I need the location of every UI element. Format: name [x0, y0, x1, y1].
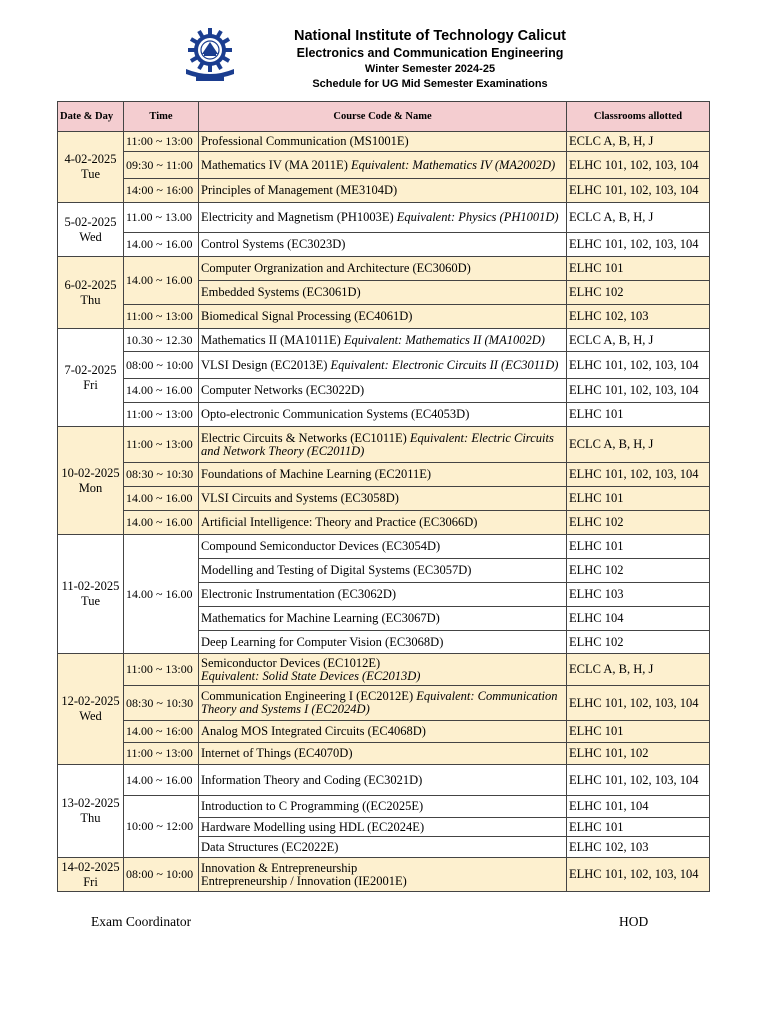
table-row — [58, 427, 710, 463]
time-cell: 11:00 ~ 13:00 — [124, 743, 199, 765]
course-cell — [199, 631, 567, 654]
time-cell: 10:00 ~ 12:00 — [124, 796, 199, 858]
table-row — [58, 257, 710, 281]
table-row — [58, 535, 710, 559]
course-name: Computer Networks (EC3022D) — [201, 383, 365, 397]
institute-name: National Institute of Technology Calicut — [293, 28, 567, 44]
course-cell — [199, 559, 567, 583]
table-row — [58, 379, 710, 403]
course-name: Data Structures (EC2022E) — [201, 839, 339, 854]
course-cell — [199, 583, 567, 607]
time-cell: 11:00 ~ 13:00 — [124, 132, 199, 152]
table-row — [58, 686, 710, 721]
rooms-cell: ELHC 101, 102, 103, 104 — [567, 352, 710, 379]
course-equivalent: Equivalent: Communication Theory and Systems I (EC2024D) — [201, 689, 558, 716]
course-equivalent: Equivalent: Mathematics IV (MA2002D) — [350, 157, 556, 172]
table-row — [58, 487, 710, 511]
time-cell: 08:30 ~ 10:30 — [124, 686, 199, 721]
table-row — [58, 654, 710, 686]
course-cell — [199, 837, 567, 858]
course-name: Electric Circuits & Networks (EC1011E) — [201, 430, 407, 445]
table-row — [58, 858, 710, 892]
course-name: VLSI Circuits and Systems (EC3058D) — [201, 491, 399, 505]
time-cell: 14.00 ~ 16.00 — [124, 233, 199, 257]
course-cell — [199, 427, 567, 463]
course-cell — [199, 352, 567, 379]
date-cell — [58, 257, 124, 329]
exam-schedule-table — [57, 101, 710, 892]
exam-coordinator-signature: Exam Coordinator — [91, 914, 192, 929]
course-cell — [199, 281, 567, 305]
table-header-row — [58, 102, 710, 132]
course-name: Introduction to C Programming ((EC2025E) — [201, 799, 424, 813]
rooms-cell: ELHC 102 — [567, 281, 710, 305]
date-value: 5-02-2025 — [64, 214, 117, 229]
date-cell — [58, 427, 124, 535]
rooms-cell: ELHC 101 — [567, 535, 710, 559]
time-cell: 11:00 ~ 13:00 — [124, 654, 199, 686]
rooms-cell: ELHC 102, 103 — [567, 305, 710, 329]
course-name-line2: Entrepreneurship / Innovation (IE2001E) — [201, 873, 407, 888]
course-cell — [199, 233, 567, 257]
date-value: 12-02-2025 — [61, 694, 120, 708]
time-cell: 11:00 ~ 13:00 — [124, 403, 199, 427]
course-cell — [199, 463, 567, 487]
date-cell — [58, 654, 124, 765]
course-name: Innovation & Entrepreneurship — [201, 860, 358, 875]
table-row — [58, 403, 710, 427]
course-name: Hardware Modelling using HDL (EC2024E) — [201, 819, 425, 834]
date-cell — [58, 765, 124, 858]
rooms-cell: ELHC 101, 102, 103, 104 — [567, 463, 710, 487]
course-cell — [199, 511, 567, 535]
course-name: Mathematics for Machine Learning (EC3067D) — [201, 611, 440, 625]
course-cell — [199, 329, 567, 352]
rooms-cell: ELHC 101 — [567, 403, 710, 427]
rooms-cell: ECLC A, B, H, J — [567, 427, 710, 463]
table-row — [58, 511, 710, 535]
course-name: VLSI Design (EC2013E) — [201, 357, 328, 372]
table-row — [58, 463, 710, 487]
course-cell — [199, 257, 567, 281]
course-name: Opto-electronic Communication Systems (EC4053D) — [201, 407, 470, 421]
course-equivalent: Equivalent: Electric Circuits and Network Theory (EC2011D) — [201, 430, 554, 458]
rooms-cell: ELHC 101, 104 — [567, 796, 710, 818]
rooms-cell: ELHC 102 — [567, 559, 710, 583]
date-cell — [58, 535, 124, 654]
nitc-crest-icon — [180, 25, 240, 85]
course-name: Electronic Instrumentation (EC3062D) — [201, 587, 397, 601]
time-cell: 14.00 ~ 16.00 — [124, 487, 199, 511]
date-cell — [58, 329, 124, 427]
course-cell — [199, 796, 567, 818]
column-header-time: Time — [124, 102, 199, 132]
course-name: Modelling and Testing of Digital Systems (EC3057D) — [201, 563, 472, 577]
course-equivalent: Equivalent: Solid State Devices (EC2013D) — [201, 668, 421, 683]
date-value: 4-02-2025 — [64, 152, 117, 166]
course-name: Artificial Intelligence: Theory and Practice (EC3066D) — [201, 515, 478, 529]
rooms-cell: ELHC 103 — [567, 583, 710, 607]
column-header-rooms: Classrooms allotted — [567, 102, 710, 132]
date-value: 10-02-2025 — [61, 465, 120, 480]
day-value: Tue — [81, 167, 100, 181]
day-value: Wed — [79, 709, 102, 723]
rooms-cell: ECLC A, B, H, J — [567, 132, 710, 152]
table-row — [58, 796, 710, 818]
course-cell — [199, 379, 567, 403]
time-cell: 11:00 ~ 13:00 — [124, 305, 199, 329]
course-equivalent: Equivalent: Mathematics II (MA1002D) — [343, 332, 545, 347]
table-row — [58, 352, 710, 379]
table-row — [58, 179, 710, 203]
rooms-cell: ELHC 101 — [567, 721, 710, 743]
table-row — [58, 765, 710, 796]
rooms-cell: ECLC A, B, H, J — [567, 203, 710, 233]
rooms-cell: ELHC 102 — [567, 631, 710, 654]
course-cell — [199, 132, 567, 152]
date-cell — [58, 203, 124, 257]
table-row — [58, 329, 710, 352]
date-value: 14-02-2025 — [61, 859, 120, 874]
time-cell: 11:00 ~ 13:00 — [124, 427, 199, 463]
time-cell: 14.00 ~ 16:00 — [124, 721, 199, 743]
time-cell: 14.00 ~ 16.00 — [124, 379, 199, 403]
course-cell — [199, 179, 567, 203]
course-name: Biomedical Signal Processing (EC4061D) — [201, 309, 413, 323]
course-name: Principles of Management (ME3104D) — [201, 183, 398, 197]
time-cell: 14.00 ~ 16.00 — [124, 511, 199, 535]
course-cell — [199, 765, 567, 796]
day-value: Tue — [81, 594, 100, 608]
course-name: Embedded Systems (EC3061D) — [201, 285, 361, 299]
day-value: Mon — [78, 480, 103, 495]
table-row — [58, 721, 710, 743]
course-cell — [199, 654, 567, 686]
day-value: Thu — [80, 292, 101, 307]
day-value: Wed — [79, 229, 102, 244]
course-name: Electricity and Magnetism (PH1003E) — [201, 210, 394, 224]
rooms-cell: ELHC 101, 102 — [567, 743, 710, 765]
course-cell — [199, 203, 567, 233]
course-name: Mathematics IV (MA 2011E) — [201, 157, 348, 172]
date-cell — [58, 858, 124, 892]
course-equivalent: Equivalent: Electronic Circuits II (EC3011D) — [330, 357, 559, 372]
day-value: Thu — [80, 811, 101, 825]
rooms-cell: ELHC 101 — [567, 487, 710, 511]
date-value: 11-02-2025 — [61, 579, 120, 593]
course-equivalent: Equivalent: Physics (PH1001D) — [396, 210, 559, 224]
day-value: Fri — [83, 874, 98, 889]
rooms-cell: ELHC 101, 102, 103, 104 — [567, 765, 710, 796]
rooms-cell: ELHC 101 — [567, 257, 710, 281]
course-name: Computer Orgranization and Architecture (EC3060D) — [201, 261, 471, 275]
rooms-cell: ELHC 101, 102, 103, 104 — [567, 233, 710, 257]
course-name: Analog MOS Integrated Circuits (EC4068D) — [201, 724, 426, 738]
time-cell: 14.00 ~ 16.00 — [124, 257, 199, 305]
document-header — [250, 27, 610, 92]
course-name: Professional Communication (MS1001E) — [201, 134, 409, 148]
course-name: Internet of Things (EC4070D) — [201, 746, 353, 760]
course-cell — [199, 403, 567, 427]
course-name: Communication Engineering I (EC2012E) — [201, 689, 414, 703]
table-row — [58, 743, 710, 765]
time-cell: 14.00 ~ 16.00 — [124, 535, 199, 654]
rooms-cell: ELHC 101, 102, 103, 104 — [567, 686, 710, 721]
course-cell — [199, 818, 567, 837]
time-cell: 14.00 ~ 16.00 — [124, 765, 199, 796]
rooms-cell: ELHC 101, 102, 103, 104 — [567, 379, 710, 403]
table-row — [58, 203, 710, 233]
course-cell — [199, 721, 567, 743]
time-cell: 10.30 ~ 12.30 — [124, 329, 199, 352]
day-value: Fri — [83, 377, 98, 392]
rooms-cell: ELHC 101, 102, 103, 104 — [567, 858, 710, 892]
rooms-cell: ELHC 101 — [567, 818, 710, 837]
course-cell — [199, 152, 567, 179]
time-cell: 08:30 ~ 10:30 — [124, 463, 199, 487]
course-name: Semiconductor Devices (EC1012E) — [201, 655, 381, 670]
course-cell — [199, 686, 567, 721]
date-value: 6-02-2025 — [64, 277, 117, 292]
date-value: 13-02-2025 — [61, 796, 120, 810]
table-row — [58, 305, 710, 329]
time-cell: 11.00 ~ 13.00 — [124, 203, 199, 233]
hod-signature: HOD — [619, 914, 649, 929]
time-cell: 09:30 ~ 11:00 — [124, 152, 199, 179]
table-row — [58, 233, 710, 257]
rooms-cell: ECLC A, B, H, J — [567, 654, 710, 686]
rooms-cell: ELHC 102 — [567, 511, 710, 535]
rooms-cell: ELHC 101, 102, 103, 104 — [567, 179, 710, 203]
course-name: Deep Learning for Computer Vision (EC3068D) — [201, 634, 444, 649]
rooms-cell: ELHC 102, 103 — [567, 837, 710, 858]
course-cell — [199, 535, 567, 559]
course-cell — [199, 858, 567, 892]
semester-label: Winter Semester 2024-25 — [364, 63, 496, 75]
department-name: Electronics and Communication Engineering — [296, 46, 564, 60]
rooms-cell: ELHC 104 — [567, 607, 710, 631]
time-cell: 08:00 ~ 10:00 — [124, 352, 199, 379]
rooms-cell: ECLC A, B, H, J — [567, 329, 710, 352]
course-cell — [199, 743, 567, 765]
date-cell — [58, 132, 124, 203]
course-cell — [199, 607, 567, 631]
column-header-date: Date & Day — [58, 102, 124, 132]
schedule-title: Schedule for UG Mid Semester Examinations — [312, 78, 548, 90]
course-name: Control Systems (EC3023D) — [201, 237, 346, 251]
time-cell: 14:00 ~ 16:00 — [124, 179, 199, 203]
table-row — [58, 152, 710, 179]
course-name: Mathematics II (MA1011E) — [201, 332, 341, 347]
course-name: Compound Semiconductor Devices (EC3054D) — [201, 539, 441, 553]
course-cell — [199, 305, 567, 329]
column-header-course: Course Code & Name — [199, 102, 567, 132]
table-row — [58, 132, 710, 152]
date-value: 7-02-2025 — [64, 362, 117, 377]
course-cell — [199, 487, 567, 511]
rooms-cell: ELHC 101, 102, 103, 104 — [567, 152, 710, 179]
time-cell: 08:00 ~ 10:00 — [124, 858, 199, 892]
course-name: Foundations of Machine Learning (EC2011E) — [201, 467, 432, 481]
course-name: Information Theory and Coding (EC3021D) — [201, 772, 423, 787]
